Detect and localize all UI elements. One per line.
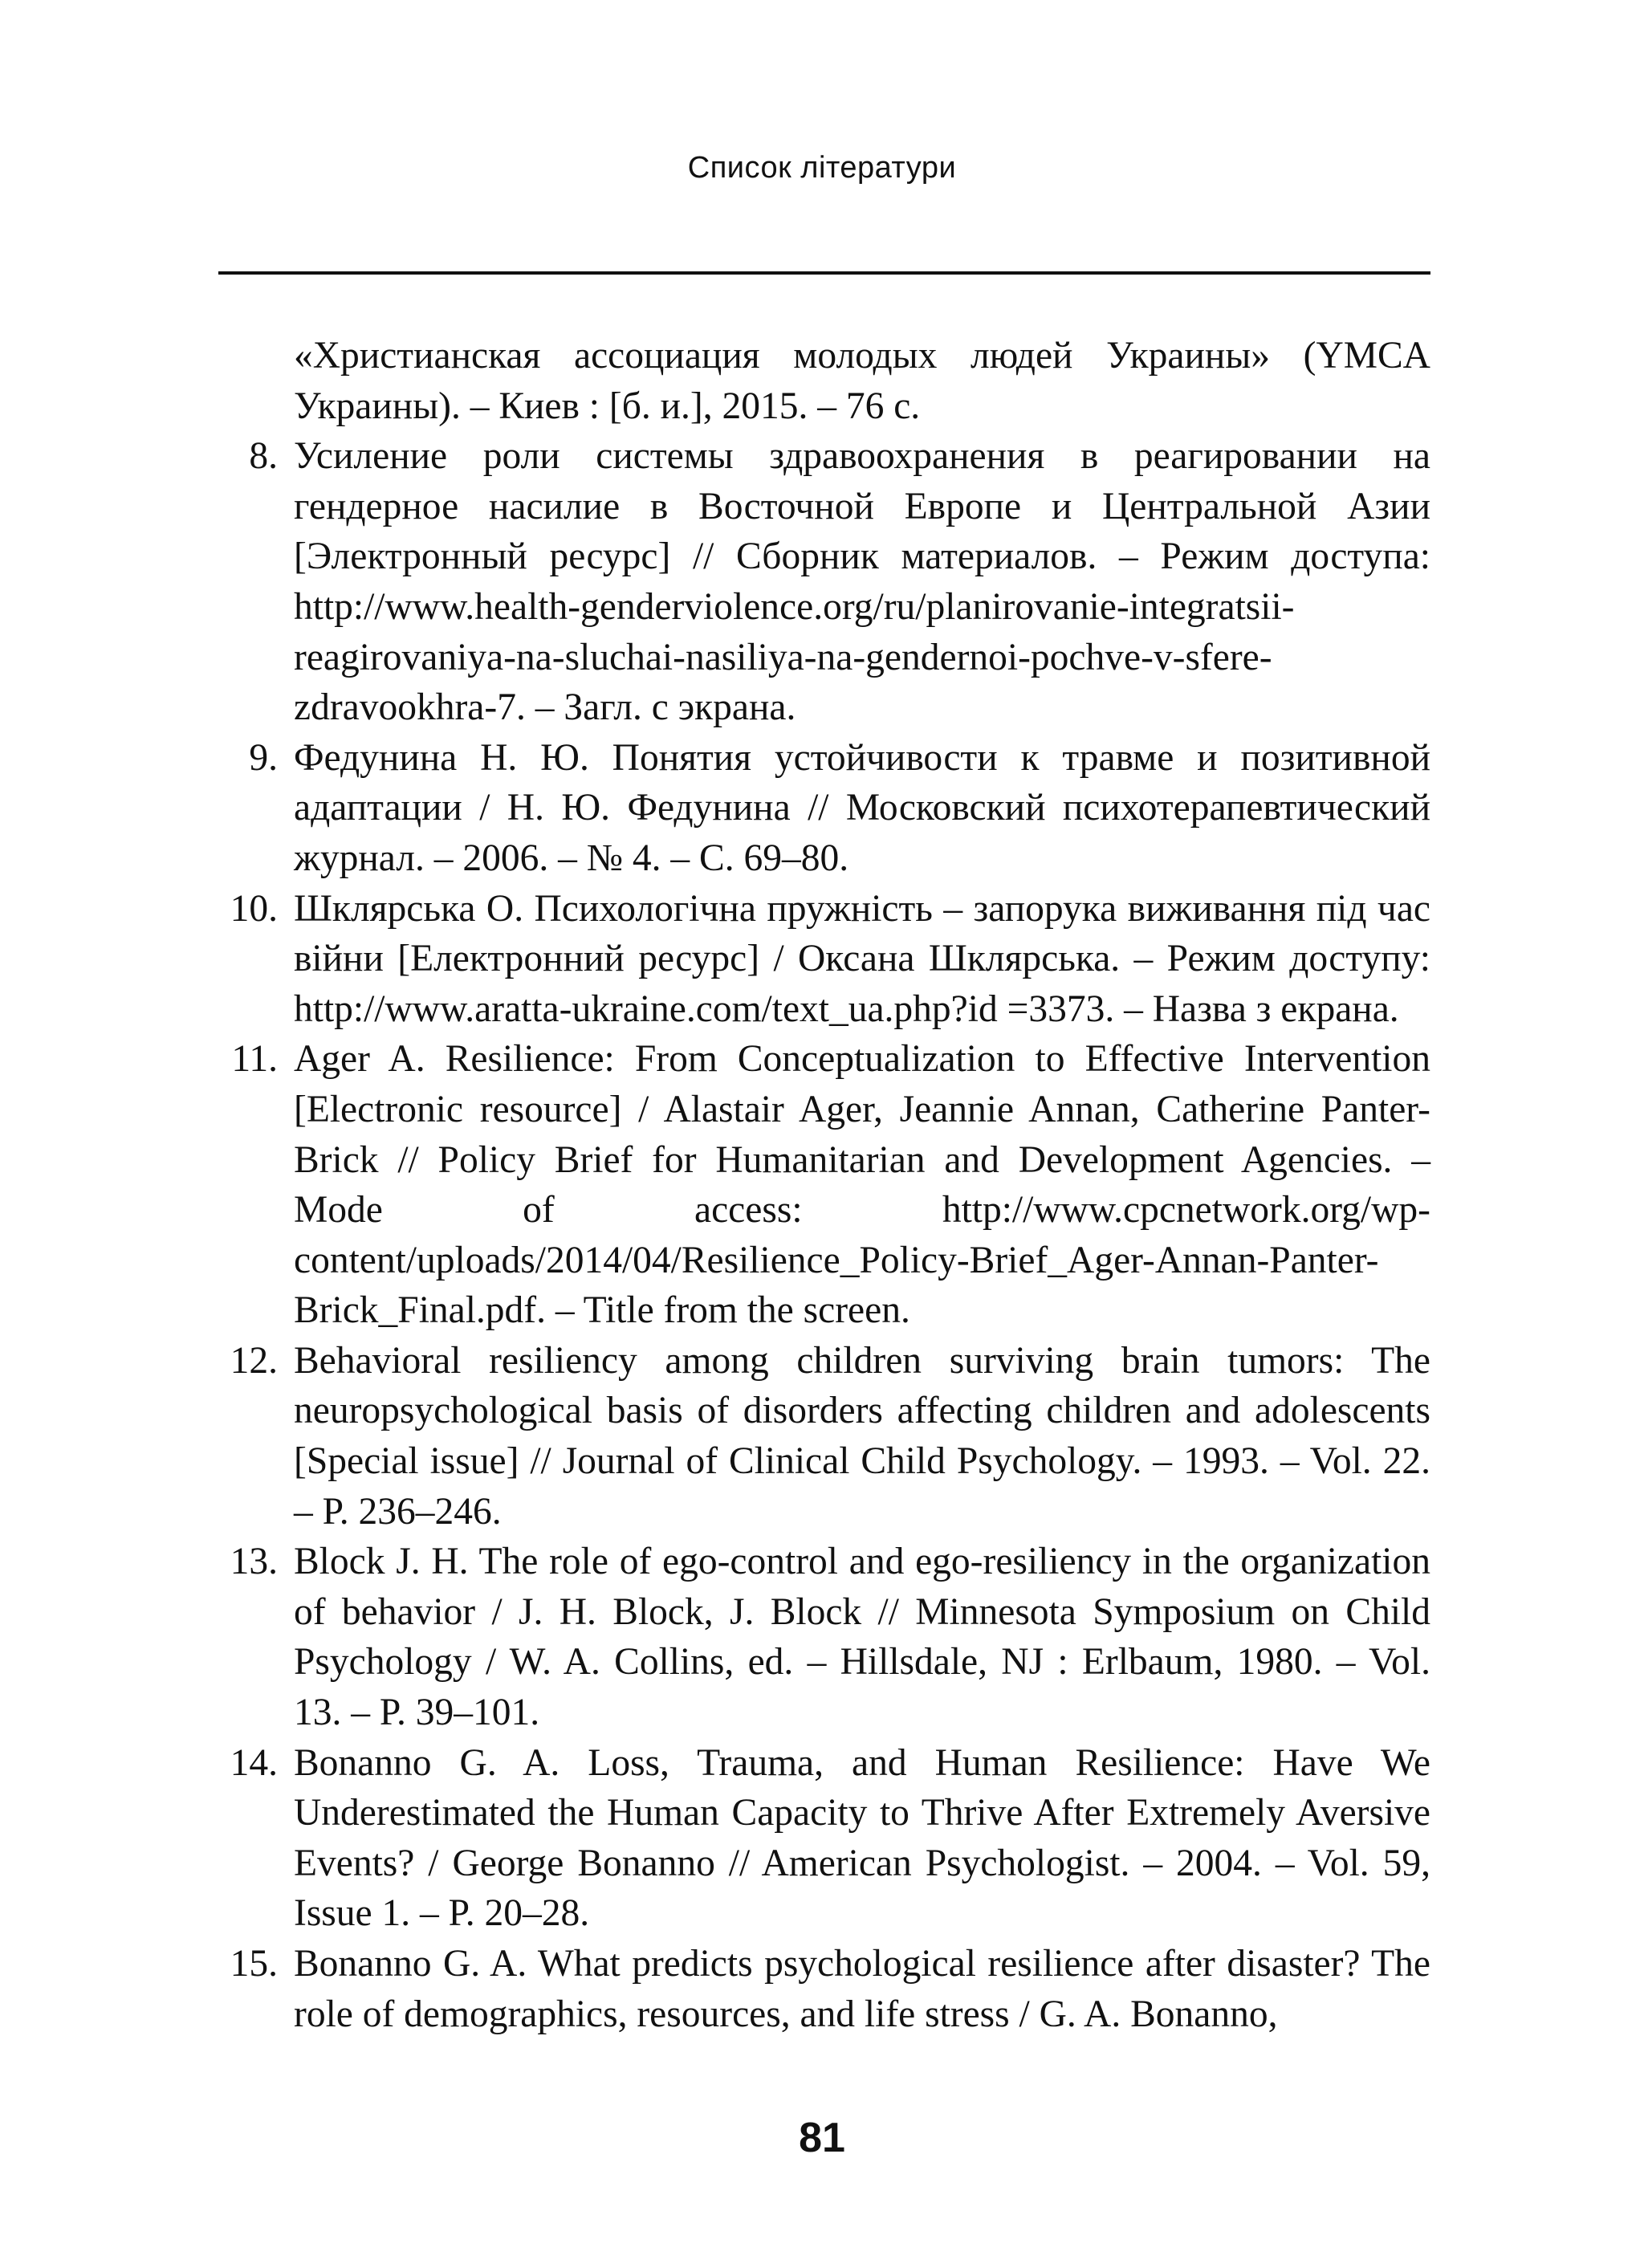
reference-text: Behavioral resiliency among children surviving brain tumors: The neuropsychological basis of disorders affecting children and adolescents [Special issue] // Journal of Clinical Child Psychology. – 1993. – Vol. 22. – P. 236–246.: [294, 1339, 1430, 1533]
reference-item: [218, 1336, 1430, 1537]
reference-item: [218, 1738, 1430, 1939]
reference-list: [218, 331, 1430, 2039]
reference-number: 11.: [231, 1038, 278, 1081]
reference-item: [218, 431, 1430, 733]
reference-text: Федунина Н. Ю. Понятия устойчивости к травме и позитивной адаптации / Н. Ю. Федунина // Московский психотерапевтический журнал. – 2006. – № 4. – С. 69–80.: [294, 736, 1430, 879]
reference-text: Block J. H. The role of ego-control and ego-resiliency in the organization of behavior / J. H. Block, J. Block // Minnesota Symposium on Child Psychology / W. A. Collins, ed. – Hillsdale, NJ : Erlbaum, 1980. – Vol. 13. – P. 39–101.: [294, 1541, 1430, 1734]
reference-text: Ager A. Resilience: From Conceptualization to Effective Intervention [Electronic resource] / Alastair Ager, Jeannie Annan, Catherine Panter-Brick // Policy Brief for Humanitarian and Development Agencies. – Mode of access: http://www.cpcnetwork.org/wp-content/uploads/2014/04/Resilience_Policy-Brief_Ager-Annan-Panter-Brick_Final.pdf. – Title from the screen.: [294, 1038, 1430, 1332]
running-header-title: Список літератури: [687, 151, 957, 185]
reference-continuation: «Христианская ассоциация молодых людей Украины» (YMCA Украины). – Киев : [б. и.], 2015. – 76 с.: [294, 335, 1430, 427]
reference-text: Усиление роли системы здравоохранения в реагировании на гендерное насилие в Восточной Европе и Центральной Азии [Электронный ресурс] // Сборник материалов. – Режим доступа: http://www.health-genderviolence.org/ru/planirovanie-integratsii-reagirovaniya-na-sluchai-nasiliya-na-gendernoi-pochve-v-sfere-zdravookhra-7. – Загл. с экрана.: [294, 435, 1430, 729]
reference-text: Bonanno G. A. What predicts psychological resilience after disaster? The role of demographics, resources, and life stress / G. A. Bonanno,: [294, 1943, 1430, 2035]
reference-number: 8.: [249, 435, 278, 478]
page-number: 81: [799, 2115, 845, 2161]
reference-item: [218, 884, 1430, 1035]
reference-item: [218, 1034, 1430, 1336]
reference-text: Шклярська О. Психологічна пружність – запорука виживання під час війни [Електронний ресурс] / Оксана Шклярська. – Режим доступу: http://www.aratta-ukraine.com/text_ua.php?id =3373. – Назва з екрана.: [294, 887, 1430, 1030]
reference-number: 10.: [230, 887, 278, 930]
reference-number: 13.: [230, 1541, 278, 1583]
reference-text: Bonanno G. A. Loss, Trauma, and Human Resilience: Have We Underestimated the Human Capacity to Thrive After Extremely Aversive Events? / George Bonanno // American Psychologist. – 2004. – Vol. 59, Issue 1. – P. 20–28.: [294, 1741, 1430, 1935]
reference-number: 12.: [230, 1339, 278, 1382]
reference-item: [218, 733, 1430, 884]
reference-number: 9.: [249, 736, 278, 779]
reference-number: 15.: [230, 1943, 278, 1985]
reference-item: [218, 1537, 1430, 1737]
reference-number: 14.: [230, 1741, 278, 1784]
reference-item: [218, 1939, 1430, 2039]
header-divider: [218, 271, 1430, 275]
